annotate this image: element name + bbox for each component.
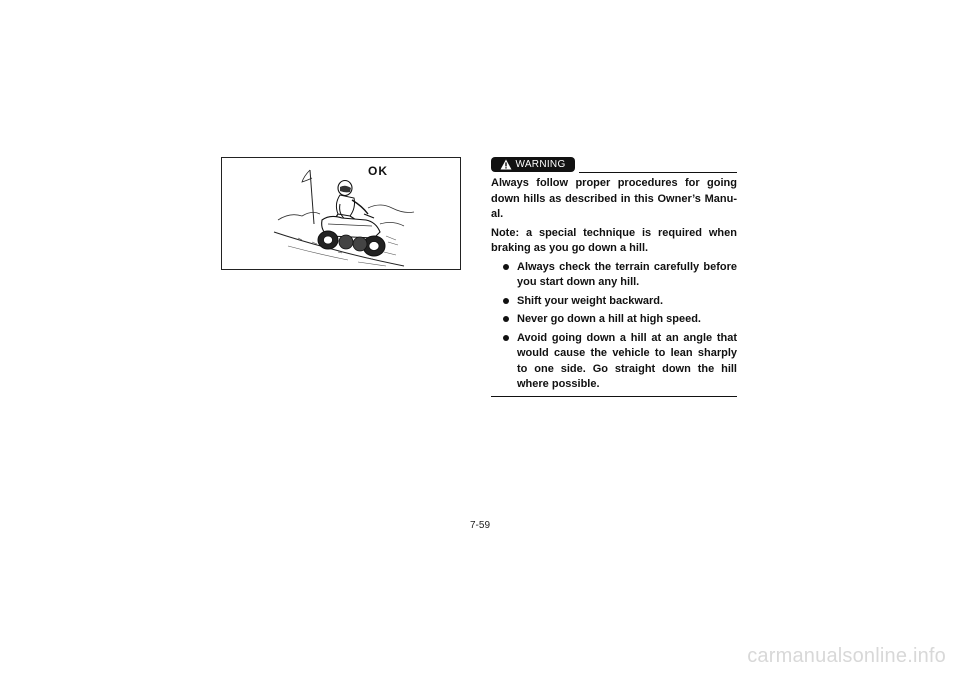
bullet-text: Shift your weight backward. [517,294,664,307]
illustration-frame [221,157,461,270]
warning-paragraph: Note: a special technique is required when braking as you go down a hill. [491,226,737,254]
atv-rider-downhill-illustration [268,162,418,268]
bullet-icon [503,298,509,304]
warning-label: WARNING [515,159,566,170]
warning-header [491,157,737,174]
list-item [491,294,737,310]
list-item [491,260,737,291]
warning-bullet-list [491,260,737,393]
list-item [491,312,737,328]
warning-triangle-icon [500,159,512,170]
bullet-text: Always check the terrain carefully before you start down any hill. [517,260,737,288]
bullet-text: Never go down a hill at high speed. [517,313,701,325]
bullet-icon [503,264,509,270]
figure-label: OK [368,164,388,178]
warning-block [491,157,737,397]
warning-top-rule [579,172,737,173]
warning-badge [491,157,575,172]
warning-bottom-rule [491,396,737,397]
bullet-icon [503,316,509,322]
watermark: carmanualsonline.info [747,645,946,667]
page-number: 7-59 [469,520,490,531]
bullet-text: Avoid going down a hill at an angle that would cause the vehicle to lean sharply to one side. Go straight down the hill where possible. [517,331,737,390]
warning-paragraph: Always follow proper procedures for going down hills as described in this Owner’s Manu-al. [491,177,737,220]
list-item [491,331,737,393]
warning-body [491,176,737,393]
bullet-icon [503,335,509,341]
